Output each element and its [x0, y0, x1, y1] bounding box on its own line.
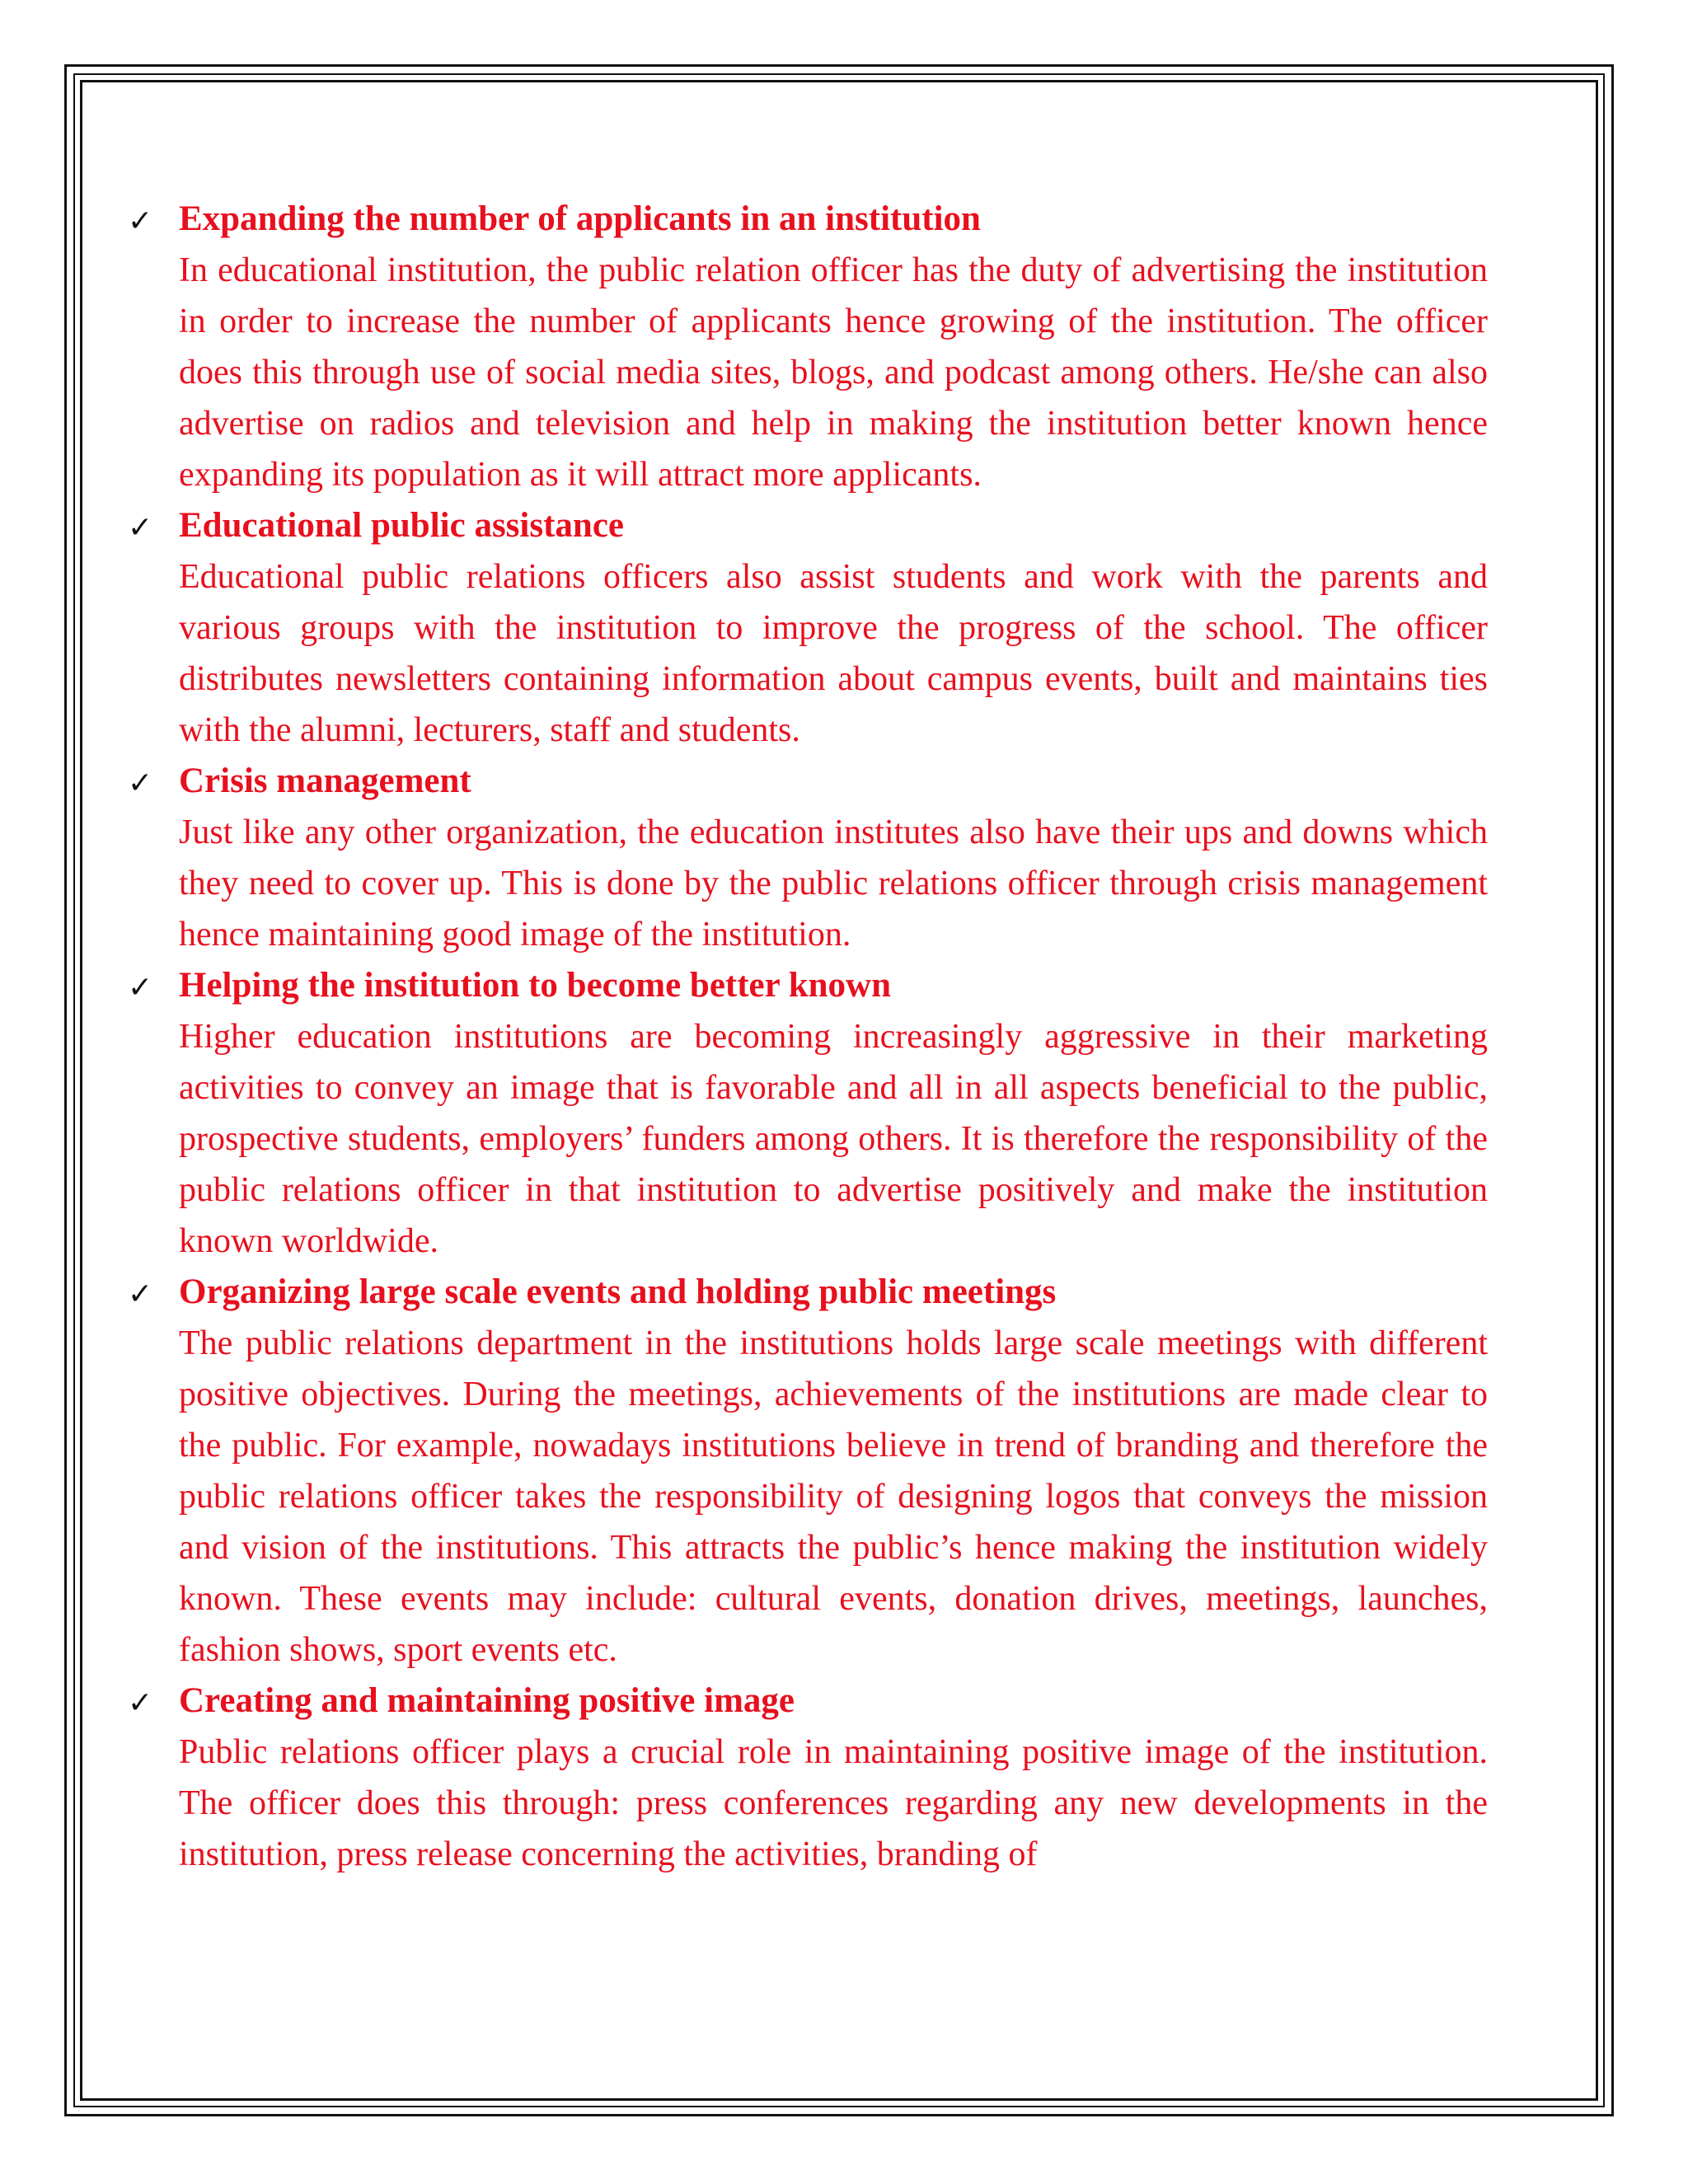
item-paragraph: Just like any other organization, the education institutes also have their ups and downs which they need to cover up. This is done by the public relations officer through crisis management hence maintaining good image of the institution.: [179, 813, 1488, 954]
checkmark-icon: ✓: [128, 971, 153, 1005]
item-paragraph: In educational institution, the public relation officer has the duty of advertising the institution in order to increase the number of applicants hence growing of the institution. The officer does this through use of social media sites, blogs, and podcast among others. He/she can also advertise on radios and television and help in making the institution better known hence expanding its population as it will attract more applicants.: [179, 251, 1488, 494]
item-heading: Helping the institution to become better known: [179, 966, 891, 1005]
checkmark-icon: ✓: [128, 1686, 153, 1720]
item-heading: Creating and maintaining positive image: [179, 1681, 795, 1720]
list-item: [128, 1675, 1488, 1880]
list-item: [128, 960, 1488, 1267]
item-heading: Organizing large scale events and holding public meetings: [179, 1272, 1057, 1311]
list-item: [128, 500, 1488, 756]
item-heading: Expanding the number of applicants in an institution: [179, 199, 981, 238]
checkmark-icon: ✓: [128, 766, 153, 800]
list-item: [128, 194, 1488, 500]
list-item: [128, 756, 1488, 960]
checkmark-icon: ✓: [128, 204, 153, 238]
item-paragraph: Public relations officer plays a crucial role in maintaining positive image of the institution. The officer does this through: press conferences regarding any new developments in the institution, press release concerning the activities, branding of: [179, 1733, 1488, 1873]
document-content: [128, 194, 1488, 1880]
item-heading: Educational public assistance: [179, 506, 624, 545]
item-heading: Crisis management: [179, 762, 471, 800]
checkmark-icon: ✓: [128, 1277, 153, 1311]
item-paragraph: The public relations department in the institutions holds large scale meetings with different positive objectives. During the meetings, achievements of the institutions are made clear to the public. For example, nowadays institutions believe in trend of branding and therefore the public relations officer takes the responsibility of designing logos that conveys the mission and vision of the institutions. This attracts the public’s hence making the institution widely known. These events may include: cultural events, donation drives, meetings, launches, fashion shows, sport events etc.: [179, 1324, 1488, 1669]
checkmark-icon: ✓: [128, 511, 153, 545]
list-item: [128, 1267, 1488, 1675]
item-paragraph: Higher education institutions are becoming increasingly aggressive in their marketing activities to convey an image that is favorable and all in all aspects beneficial to the public, prospective students, employers’ funders among others. It is therefore the responsibility of the public relations officer in that institution to advertise positively and make the institution known worldwide.: [179, 1018, 1488, 1260]
item-paragraph: Educational public relations officers also assist students and work with the parents and various groups with the institution to improve the progress of the school. The officer distributes newsletters containing information about campus events, built and maintains ties with the alumni, lecturers, staff and students.: [179, 558, 1488, 749]
